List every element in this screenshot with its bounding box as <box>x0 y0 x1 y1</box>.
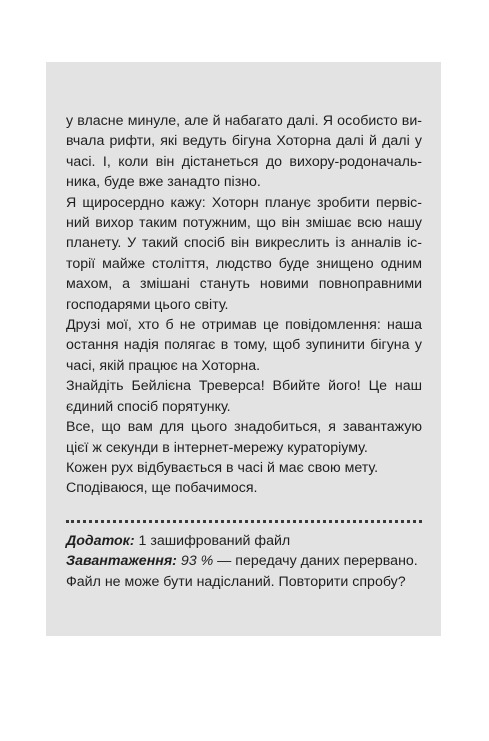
attachment-line <box>66 531 422 551</box>
letter-paragraph: Друзі мої, хто б не отримав це повідомлення: наша остання надія полягає в тому, щоб зупинити бігуна у часі, якій працює на Хоторна. <box>66 317 422 374</box>
upload-percent: 93 % <box>176 553 214 570</box>
letter-paragraph: Я щиросердно кажу: Хоторн планує зробити первісний вихор таким потужним, що він змішає всю нашу планету. У такий спосіб він викреслить із анналів історії майже століття, людство буде знищено одним махом, а змішані стануть новими повноправними господарями цього світу. <box>66 194 422 313</box>
upload-status-text: — передачу даних перервано. Файл не може бути надісланий. Повторити спробу? <box>66 553 418 590</box>
attachment-label: Додаток: <box>66 532 135 549</box>
letter-paragraph: у власне минуле, але й набагато далі. Я особисто вивчала рифти, які ведуть бігуна Хоторна далі й далі у часі. І, коли він дістанеться до вихору-родоначальника, буде вже занадто пізно. <box>66 113 422 191</box>
letter-body <box>66 111 422 499</box>
transmission-status <box>66 531 422 592</box>
letter-paragraph: Кожен рух відбувається в часі й має свою мету. <box>66 459 379 476</box>
letter-paragraph: Все, що вам для цього знадобиться, я завантажую цієї ж секунди в інтернет-мережу кураторіуму. <box>66 419 422 456</box>
attachment-text: 1 зашифрований файл <box>134 532 291 549</box>
upload-line <box>66 551 422 592</box>
upload-label: Завантаження: <box>66 553 177 570</box>
letter-paragraph: Знайдіть Бейлієна Треверса! Вбийте його! Це наш єдиний спосіб порятунку. <box>66 378 422 415</box>
letter-paragraph: Сподіваюся, ще побачимося. <box>66 480 258 497</box>
message-panel <box>46 62 441 636</box>
dotted-divider <box>66 520 422 523</box>
